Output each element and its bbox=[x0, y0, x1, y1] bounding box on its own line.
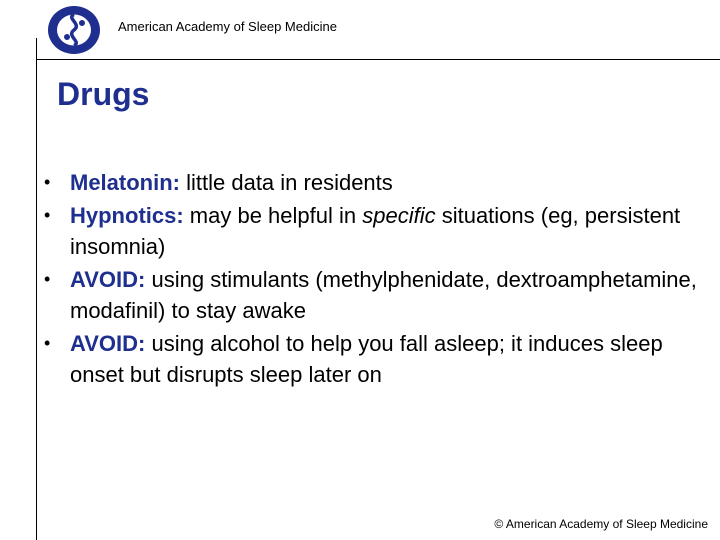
bullet-term: AVOID: bbox=[70, 331, 146, 356]
horizontal-divider bbox=[36, 59, 720, 60]
bullet-avoid-alcohol bbox=[44, 328, 704, 390]
bullet-dot-icon: • bbox=[44, 172, 51, 192]
bullet-text: little data in residents bbox=[180, 170, 393, 195]
org-name-header: American Academy of Sleep Medicine bbox=[118, 19, 337, 34]
bullet-text: may be helpful in bbox=[183, 203, 363, 228]
bullet-dot-icon: • bbox=[44, 205, 51, 225]
aasm-logo bbox=[46, 4, 102, 56]
copyright-footer: © American Academy of Sleep Medicine bbox=[494, 517, 708, 531]
bullet-dot-icon: • bbox=[44, 333, 51, 353]
bullet-text: using alcohol to help you fall asleep; it induces sleep onset but disrupts sleep later on bbox=[70, 331, 663, 387]
bullet-list bbox=[44, 167, 704, 392]
bullet-emphasis: specific bbox=[362, 203, 436, 228]
bullet-text: situations (eg, persistent insomnia) bbox=[70, 203, 681, 259]
bullet-melatonin bbox=[44, 167, 704, 198]
bullet-avoid-stimulants bbox=[44, 264, 704, 326]
bullet-dot-icon: • bbox=[44, 269, 51, 289]
aasm-seal-icon bbox=[46, 4, 102, 56]
bullet-term: Hypnotics: bbox=[70, 203, 184, 228]
bullet-term: AVOID: bbox=[70, 267, 146, 292]
bullet-text: using stimulants (methylphenidate, dextroamphetamine, modafinil) to stay awake bbox=[70, 267, 697, 323]
slide-title: Drugs bbox=[57, 76, 150, 112]
bullet-hypnotics bbox=[44, 200, 704, 262]
vertical-divider bbox=[36, 38, 37, 540]
bullet-term: Melatonin: bbox=[70, 170, 180, 195]
